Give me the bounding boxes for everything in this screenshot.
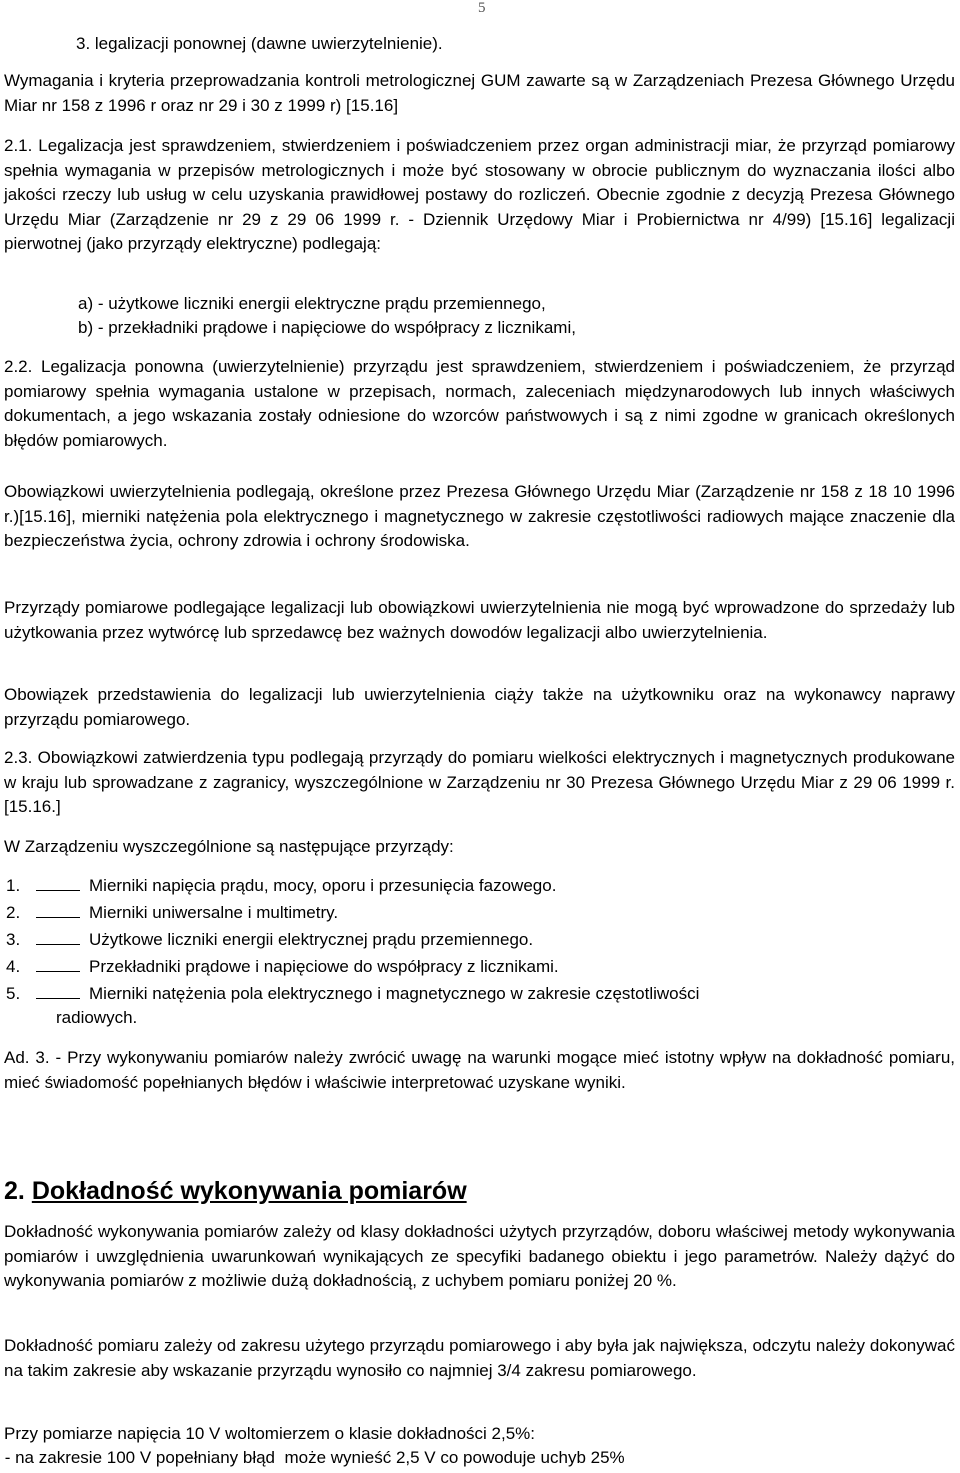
page-number: 5 bbox=[478, 0, 486, 16]
section-2-1-paragraph: 2.1. Legalizacja jest sprawdzeniem, stwierdzeniem i poświadczeniem przez organ administracji miar, że przyrząd pomiarowy spełnia wymagania w przepisów metrologicznych i może być stosowany w obrocie publicznym do wyznaczania ilości albo jakości rzeczy lub usług w celu uzyskania prawidłowej postawy do rozliczeń. Obecnie zgodnie z decyzją Prezesa Głównego Urzędu Miar (Zarządzenie nr 29 z 29 06 1999 r. - Dziennik Urzędowy Miar i Probiernictwa nr 4/99) [15.16] legalizacji pierwotnej (jako przyrządy elektryczne) podlegają: bbox=[4, 136, 955, 253]
list-item-number: 5. bbox=[6, 984, 21, 1003]
list-item-continuation: radiowych. bbox=[56, 1008, 138, 1027]
list-item-number: 4. bbox=[6, 957, 21, 976]
instrument-list bbox=[6, 874, 946, 1032]
dash-line bbox=[36, 890, 80, 891]
dash-line bbox=[36, 917, 80, 918]
mandatory-verification-paragraph: Obowiązkowi uwierzytelnienia podlegają, określone przez Prezesa Głównego Urzędu Miar (Zarządzenie nr 158 z 18 10 1996 r.)[15.16], mierniki natężenia pola elektrycznego i magnetycznego w zakresie częstotliwości radiowych mające znaczenie dla bezpieczeństwa życia, ochrony zdrowia i ochrony środowiska. bbox=[4, 482, 955, 550]
list-item-b: b) - przekładniki prądowe i napięciowe do współpracy z licznikami, bbox=[78, 318, 576, 337]
dash-line bbox=[36, 998, 80, 999]
accuracy-paragraph-1: Dokładność wykonywania pomiarów zależy od klasy dokładności użytych przyrządów, doboru właściwej metody wykonywania pomiarów i uwzględnienia uwarunkowań wynikających ze specyfiki badanego obiektu i jego parametrów. Należy dążyć do wykonywania pomiarów z możliwie dużą dokładnością, z uchybem pomiaru poniżej 20 %. bbox=[4, 1222, 955, 1290]
ad3-paragraph: Ad. 3. - Przy wykonywaniu pomiarów należy zwrócić uwagę na warunki mogące mieć istotny wpływ na dokładność pomiaru, mieć świadomość popełnianych błędów i właściwie interpretować uzyskane wyniki. bbox=[4, 1048, 955, 1092]
legalization-item-3: 3. legalizacji ponownej (dawne uwierzytelnienie). bbox=[76, 34, 443, 53]
section-2-title: Dokładność wykonywania pomiarów bbox=[31, 1177, 467, 1205]
voltage-measurement-intro: Przy pomiarze napięcia 10 V woltomierzem o klasie dokładności 2,5%: bbox=[4, 1424, 536, 1443]
list-item bbox=[6, 955, 946, 982]
list-item-text: Mierniki natężenia pola elektrycznego i magnetycznego w zakresie częstotliwości bbox=[89, 984, 700, 1003]
dash-line bbox=[36, 944, 80, 945]
accuracy-paragraph-2: Dokładność pomiaru zależy od zakresu użytego przyrządu pomiarowego i aby była jak największa, odczytu należy dokonywać na takim zakresie aby wskazanie przyrządu wynosiło co najmniej 3/4 zakresu pomiarowego. bbox=[4, 1336, 955, 1380]
requirements-paragraph: Wymagania i kryteria przeprowadzania kontroli metrologicznej GUM zawarte są w Zarządzeniach Prezesa Głównego Urzędu Miar nr 158 z 1996 r oraz nr 29 i 30 z 1999 r) [15.16] bbox=[4, 71, 955, 115]
list-item-text: Przekładniki prądowe i napięciowe do współpracy z licznikami. bbox=[89, 957, 559, 976]
instruments-paragraph: Przyrządy pomiarowe podlegające legalizacji lub obowiązkowi uwierzytelnienia nie mogą być wprowadzone do sprzedaży lub użytkowania przez wytwórcę lub sprzedawcę bez ważnych dowodów legalizacji albo uwierzytelnienia. bbox=[4, 598, 955, 642]
list-item-number: 1. bbox=[6, 876, 21, 895]
list-item-text: Mierniki uniwersalne i multimetry. bbox=[89, 903, 339, 922]
dash-line bbox=[36, 971, 80, 972]
section-2-heading bbox=[4, 1176, 467, 1206]
section-2-2-paragraph: 2.2. Legalizacja ponowna (uwierzytelnienie) przyrządu jest sprawdzeniem, stwierdzeniem i poświadczeniem, że przyrząd pomiarowy spełnia wymagania ustalone w przepisach, normach, zaleceniach międzynarodowych lub innych właściwych dokumentach, a jego wskazania zostały odniesione do wzorców państwowych i są z nimi zgodne w granicach określonych błędów pomiarowych. bbox=[4, 357, 955, 450]
list-item-text: Użytkowe liczniki energii elektrycznej prądu przemiennego. bbox=[89, 930, 534, 949]
list-item bbox=[6, 901, 946, 928]
list-item bbox=[6, 928, 946, 955]
section-2-number: 2. bbox=[4, 1177, 25, 1205]
list-item-number: 3. bbox=[6, 930, 21, 949]
regulation-intro: W Zarządzeniu wyszczególnione są następujące przyrządy: bbox=[4, 837, 454, 856]
list-item-text: Mierniki napięcia prądu, mocy, oporu i przesunięcia fazowego. bbox=[89, 876, 557, 895]
obligation-paragraph: Obowiązek przedstawienia do legalizacji lub uwierzytelnienia ciąży także na użytkowniku oraz na wykonawcy naprawy przyrządu pomiarowego. bbox=[4, 685, 955, 729]
list-item bbox=[6, 982, 946, 1006]
range-error-example: - na zakresie 100 V popełniany błąd może wynieść 2,5 V co powoduje uchyb 25% bbox=[0, 1448, 625, 1467]
list-item bbox=[6, 874, 946, 901]
list-item-number: 2. bbox=[6, 903, 21, 922]
section-2-3-paragraph: 2.3. Obowiązkowi zatwierdzenia typu podlegają przyrządy do pomiaru wielkości elektrycznych i magnetycznych produkowane w kraju lub sprowadzane z zagranicy, wyszczególnione w Zarządzeniu nr 30 Prezesa Głównego Urzędu Miar z 29 06 1999 r. [15.16.] bbox=[4, 748, 955, 816]
list-item-a: a) - użytkowe liczniki energii elektryczne prądu przemiennego, bbox=[78, 294, 546, 313]
